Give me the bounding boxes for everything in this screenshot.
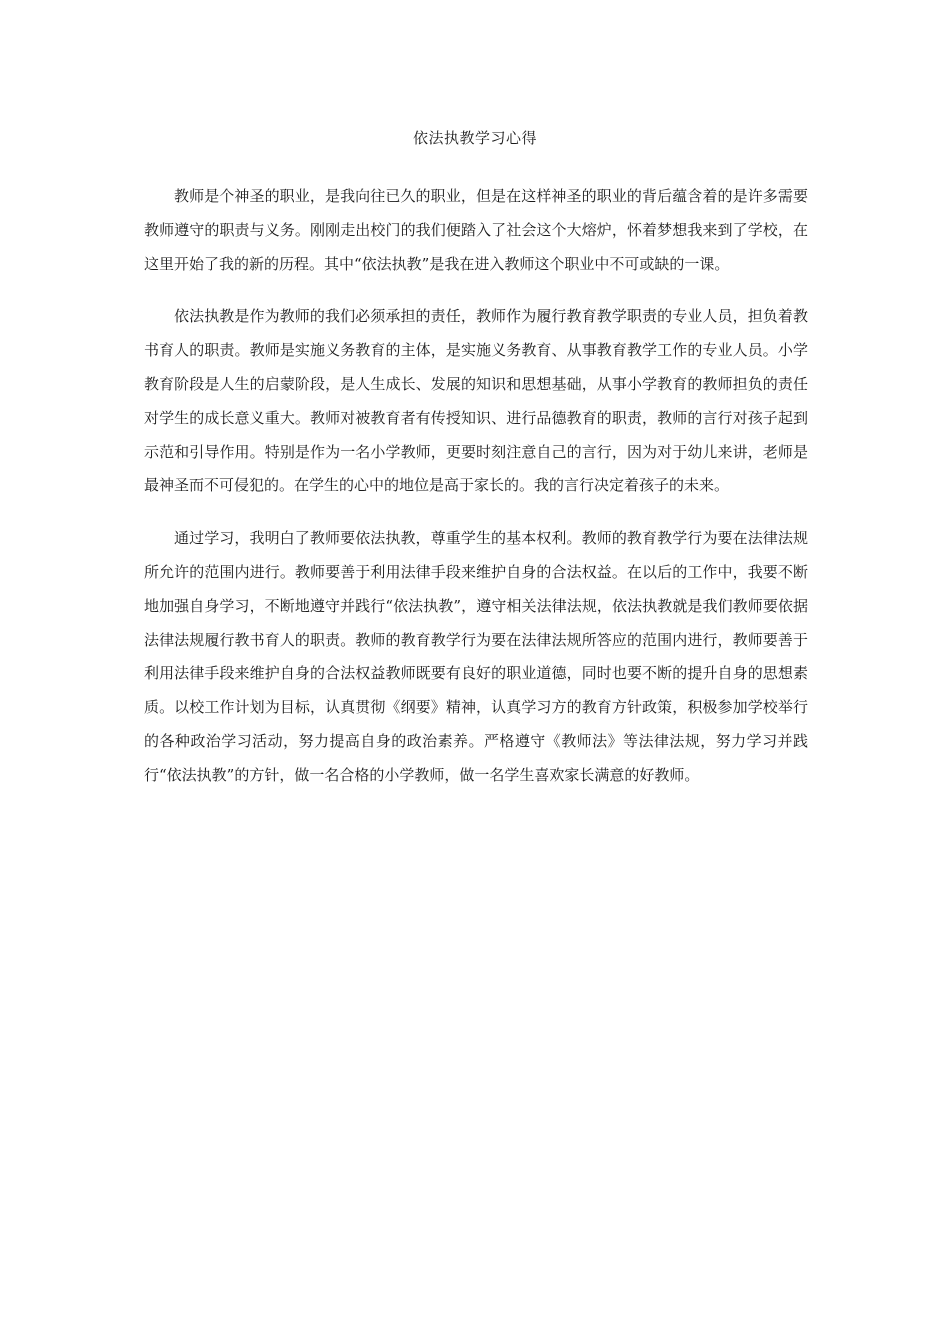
document-body — [144, 180, 808, 812]
paragraph-2: 依法执教是作为教师的我们必须承担的责任，教师作为履行教育教学职责的专业人员，担负着教书育人的职责。教师是实施义务教育的主体，是实施义务教育、从事教育教学工作的专业人员。小学教育阶段是人生的启蒙阶段，是人生成长、发展的知识和思想基础，从事小学教育的教师担负的责任对学生的成长意义重大。教师对被教育者有传授知识、进行品德教育的职责，教师的言行对孩子起到示范和引导作用。特别是作为一名小学教师，更要时刻注意自己的言行，因为对于幼儿来讲，老师是最神圣而不可侵犯的。在学生的心中的地位是高于家长的。我的言行决定着孩子的未来。 — [144, 307, 808, 495]
document-title: 依法执教学习心得 — [412, 129, 537, 147]
paragraph-1: 教师是个神圣的职业，是我向往已久的职业，但是在这样神圣的职业的背后蕴含着的是许多需要教师遵守的职责与义务。刚刚走出校门的我们便踏入了社会这个大熔炉，怀着梦想我来到了学校，在这里开始了我的新的历程。其中“依法执教”是我在进入教师这个职业中不可或缺的一课。 — [144, 187, 808, 273]
paragraph-3: 通过学习，我明白了教师要依法执教，尊重学生的基本权利。教师的教育教学行为要在法律法规所允许的范围内进行。教师要善于利用法律手段来维护自身的合法权益。在以后的工作中，我要不断地加强自身学习，不断地遵守并践行“依法执教”，遵守相关法律法规，依法执教就是我们教师要依据法律法规履行教书育人的职责。教师的教育教学行为要在法律法规所答应的范围内进行，教师要善于利用法律手段来维护自身的合法权益教师既要有良好的职业道德，同时也要不断的提升自身的思想素质。以校工作计划为目标，认真贯彻《纲要》精神，认真学习方的教育方针政策，积极参加学校举行的各种政治学习活动，努力提高自身的政治素养。严格遵守《教师法》等法律法规，努力学习并践行“依法执教”的方针，做一名合格的小学教师，做一名学生喜欢家长满意的好教师。 — [144, 529, 808, 784]
